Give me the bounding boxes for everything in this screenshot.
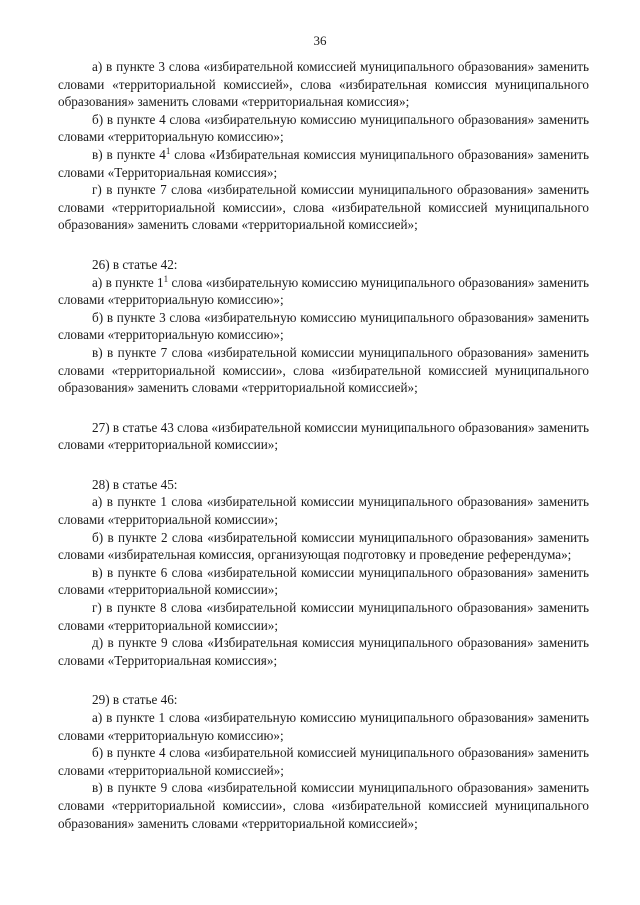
amendment-paragraph [58,309,589,344]
paragraph-text: д) в пункте 9 слова «Избирательная комиссия муниципального образования» заменить словами «Территориальная комиссия»; [58,635,589,668]
paragraph-text: б) в пункте 2 слова «избирательной комиссии муниципального образования» заменить словами «избирательная комиссия, организующая подготовку и проведение референдума»; [58,529,589,563]
section-heading: 28) в статье 45: [92,476,178,492]
paragraph-text: 27) в статье 43 слова «избирательной комиссии муниципального образования» заменить словами «территориальной комиссии»; [58,419,589,453]
paragraph-text: в) в пункте 6 слова «избирательной комиссии муниципального образования» заменить словами «территориальной комиссии»; [58,564,589,598]
amendment-paragraph [58,493,589,528]
paragraph-text: в) в пункте 7 слова «избирательной комиссии муниципального образования» заменить словами «территориальной комиссии», слова «избирательной комиссией муниципального образования» заменить словами «территориальной комиссией»; [58,344,589,396]
paragraph-text-continued: слова «избирательную комиссию муниципального образования» заменить словами «территориальную комиссию»; [58,274,590,308]
document-section [58,691,589,832]
amendment-paragraph [58,709,589,744]
section-heading: 29) в статье 46: [92,692,178,708]
page-number: 36 [313,33,327,48]
paragraph-text: в) в пункте 9 слова «избирательной комиссии муниципального образования» заменить словами «территориальной комиссии», слова «избирательной комиссией муниципального образования» заменить словами «территориальной комиссией»; [58,780,589,831]
paragraph-text: а) в пункте 1 [92,274,164,290]
document-section [58,419,589,454]
amendment-paragraph [58,744,589,779]
section-heading: 26) в статье 42: [92,256,178,272]
amendment-paragraph [58,419,589,454]
amendment-paragraph [58,274,589,309]
section-gap [58,234,589,256]
amendment-paragraph [58,529,589,564]
amendment-paragraph [58,58,589,111]
amendment-paragraph [58,779,589,832]
amendment-paragraph [58,599,589,634]
amendment-paragraph [58,146,589,181]
paragraph-text: б) в пункте 4 слова «избирательной комиссией муниципального образования» заменить словами «территориальной комиссией»; [58,745,589,778]
amendment-paragraph [58,181,589,234]
paragraph-text: г) в пункте 8 слова «избирательной комиссии муниципального образования» заменить словами «территориальной комиссии»; [58,600,589,633]
paragraph-text: в) в пункте 4 [92,146,166,162]
paragraph-text: б) в пункте 3 слова «избирательную комиссию муниципального образования» заменить словами «территориальную комиссию»; [58,309,589,343]
superscript-index: 1 [165,145,171,156]
paragraph-text: б) в пункте 4 слова «избирательную комиссию муниципального образования» заменить словами «территориальную комиссию»; [58,111,589,145]
paragraph-text: а) в пункте 1 слова «избирательной комиссии муниципального образования» заменить словами «территориальной комиссии»; [58,494,589,528]
section-gap [58,454,589,476]
document-body [58,58,589,832]
paragraph-text: г) в пункте 7 слова «избирательной комиссии муниципального образования» заменить словами «территориальной комиссии», слова «избирательной комиссией муниципального образования» заменить словами «территориальной комиссией»; [58,182,589,233]
document-section [58,256,589,397]
section-gap [58,669,589,691]
paragraph-text: а) в пункте 3 слова «избирательной комиссией муниципального образования» заменить словами «территориальной комиссией», слова «избирательная комиссия муниципального образования» заменить словами «территориальная комиссия»; [58,59,589,110]
amendment-paragraph [58,634,589,669]
amendment-paragraph [58,564,589,599]
section-gap [58,397,589,419]
amendment-paragraph [58,111,589,146]
paragraph-text: а) в пункте 1 слова «избирательную комиссию муниципального образования» заменить словами «территориальную комиссию»; [58,710,589,743]
superscript-index: 1 [163,273,169,284]
document-section [58,58,589,234]
paragraph-text-continued: слова «Избирательная комиссия муниципального образования» заменить словами «Территориальная комиссия»; [58,146,589,180]
document-section [58,476,589,670]
amendment-paragraph [58,344,589,397]
